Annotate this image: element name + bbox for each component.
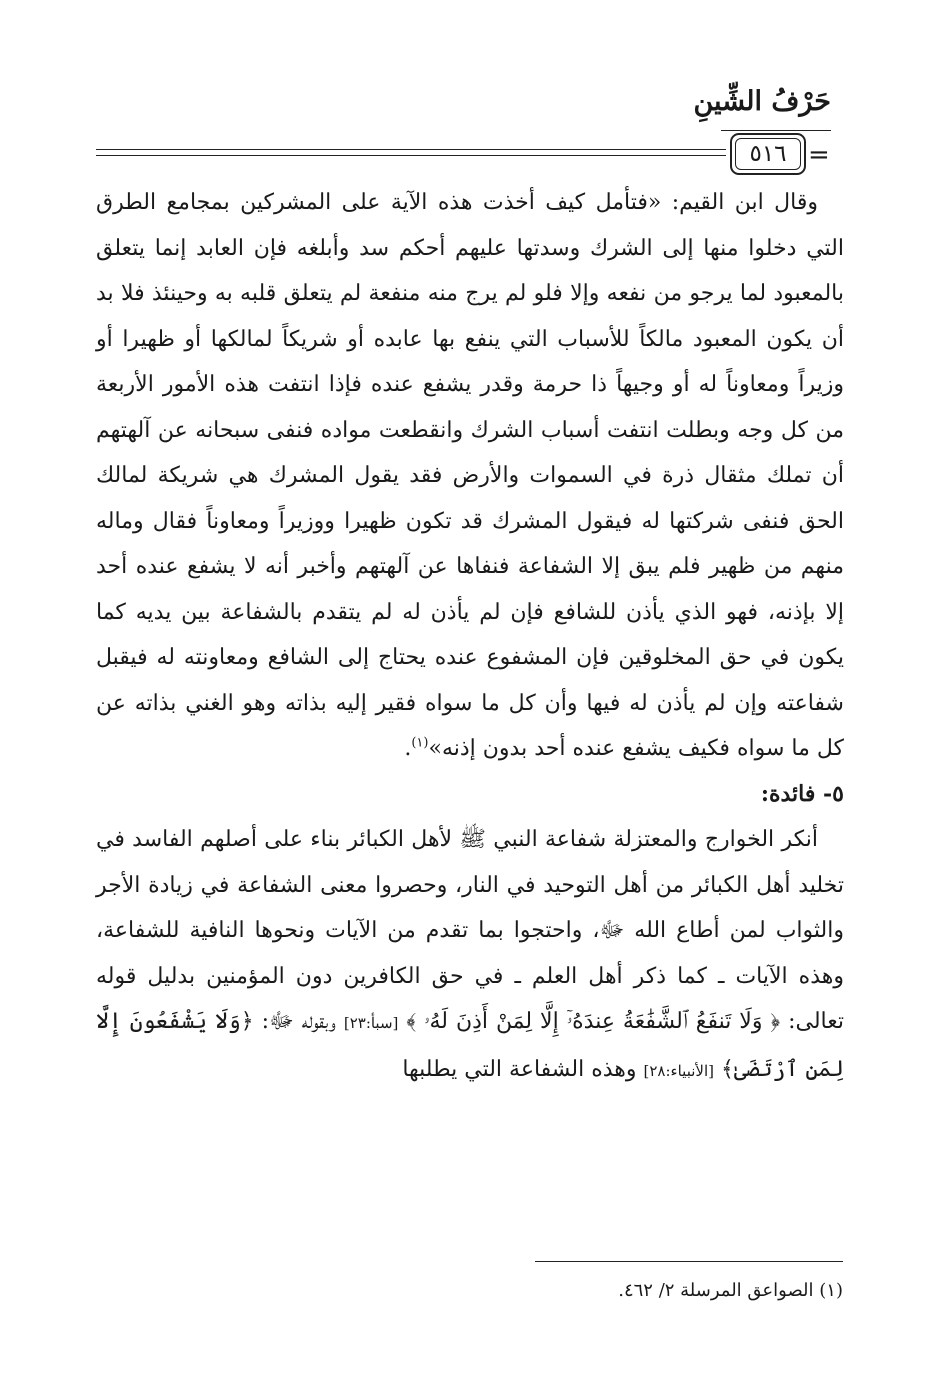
header-rule-top	[96, 149, 726, 150]
paragraph-text: أنكر الخوارج والمعتزلة شفاعة النبي ﷺ لأهل الكبائر بناء على أصلهم الفاسد في تخليد أهل الكبائر من أهل التوحيد في النار، وحصروا معنى الشفاعة في زيادة الأجر والثواب لمن أطاع الله ﷻ، واحتجوا بما تقدم من الآيات ونحوها النافية للشفاعة، وهذه الآيات ـ كما ذكر أهل العلم ـ في حق الكافرين دون المؤمنين بدليل قوله تعالى:	[96, 827, 844, 1034]
header-ornament: =	[808, 140, 830, 170]
footnote-marker: (١)	[411, 735, 429, 751]
footnote-separator	[535, 1261, 843, 1262]
footnote: (١) الصواعق المرسلة ٢/ ٤٦٢.	[618, 1280, 843, 1301]
main-text	[96, 180, 844, 1094]
page-number-box	[730, 133, 806, 175]
paragraph-ibn-alqayyim: وقال ابن القيم: «فتأمل كيف أخذت هذه الآية على المشركين بمجامع الطرق التي دخلوا منها إلى الشرك وسدتها عليهم أحكم سد وأبلغه فإن العابد إنما يتعلق بالمعبود لما يرجو من نفعه وإلا فلو لم يرج منه منفعة لم يتعلق قلبه به وحينئذ فلا بد أن يكون المعبود مالكاً للأسباب التي ينفع بها عابده أو شريكاً لمالكها أو ظهيرا أو وزيراً ومعاوناً له أو وجيهاً ذا حرمة وقدر يشفع عنده فإذا انتفت هذه الأمور الأربعة من كل وجه وبطلت انتفت أسباب الشرك وانقطعت مواده فنفى سبحانه عن آلهتهم أن تملك مثقال ذرة في السموات والأرض فقد يقول المشرك هي شريكة لمالك الحق فنفى شركتها له فيقول المشرك قد تكون ظهيرا ووزيراً ومعاوناً فقال وماله منهم من ظهير فلم يبق إلا الشفاعة فنفاها عن آلهتهم وأخبر أنه لا يشفع عنده أحد إلا بإذنه، فهو الذي يأذن للشافع فإن لم يأذن له لم يتقدم بالشفاعة بين يديه كما يكون في حق المخلوقين فإن المشفوع عنده يحتاج إلى الشافع ومعاونته له فيقبل شفاعته وإن لم يأذن له فيها وأن كل ما سواه فقير إليه بذاته وهو الغني بذاته عن كل ما سواه فكيف يشفع عنده أحد بدون إذنه»$^{(١)}$.	[96, 190, 844, 761]
header-rule-bottom	[96, 155, 726, 156]
paragraph-text: وقال ابن القيم: «فتأمل كيف أخذت هذه الآية على المشركين بمجامع الطرق التي دخلوا منها إلى الشرك وسدتها عليهم أحكم سد وأبلغه فإن العابد إنما يتعلق بالمعبود لما يرجو من نفعه وإلا فلو لم يرج منه منفعة لم يتعلق قلبه به وحينئذ فلا بد أن يكون المعبود مالكاً للأسباب التي ينفع بها عابده أو شريكاً لمالكها أو ظهيرا أو وزيراً ومعاوناً له أو وجيهاً ذا حرمة وقدر يشفع عنده فإذا انتفت هذه الأمور الأربعة من كل وجه وبطلت انتفت أسباب الشرك وانقطعت مواده فنفى سبحانه عن آلهتهم أن تملك مثقال ذرة في السموات والأرض فقد يقول المشرك هي شريكة لمالك الحق فنفى شركتها له فيقول المشرك قد تكون ظهيرا ووزيراً ومعاوناً فقال وماله منهم من ظهير فلم يبق إلا الشفاعة فنفاها عن آلهتهم وأخبر أنه لا يشفع عنده أحد إلا بإذنه، فهو الذي يأذن للشافع فإن لم يأذن له لم يتقدم بالشفاعة بين يديه كما يكون في حق المخلوقين فإن المشفوع عنده يحتاج إلى الشافع ومعاونته له فيقبل شفاعته وإن لم يأذن له فيها وأن كل ما سواه فقير إليه بذاته وهو الغني بذاته عن كل ما سواه فكيف يشفع عنده أحد بدون إذنه»	[96, 190, 844, 761]
chapter-title: حَرْفُ الشِّينِ	[693, 86, 831, 117]
section-heading: ٥- فائدة:	[760, 780, 844, 807]
chapter-title-underline	[721, 130, 831, 131]
verse-reference: [سبأ:٢٣]	[343, 1014, 399, 1032]
page-number-box-inner	[735, 138, 801, 170]
quran-verse: ﴿وَلَا يَشْفَعُونَ إِلَّا لِمَنِ ٱرْتَضَىٰ﴾	[96, 1009, 844, 1082]
verse-reference: [الأنبياء:٢٨]	[643, 1061, 714, 1080]
page-number: ٥١٦	[749, 141, 787, 167]
paragraph-text: وبقوله ﷻ:	[261, 1009, 336, 1034]
quran-verse: ﴿ وَلَا تَنفَعُ ٱلشَّفَٰعَةُ عِندَهُۥٓ إِلَّا لِمَنْ أَذِنَ لَهُۥ ﴾	[406, 1009, 781, 1034]
paragraph-text: وهذه الشفاعة التي يطلبها	[402, 1056, 637, 1082]
paragraph-benefit	[96, 817, 844, 1094]
